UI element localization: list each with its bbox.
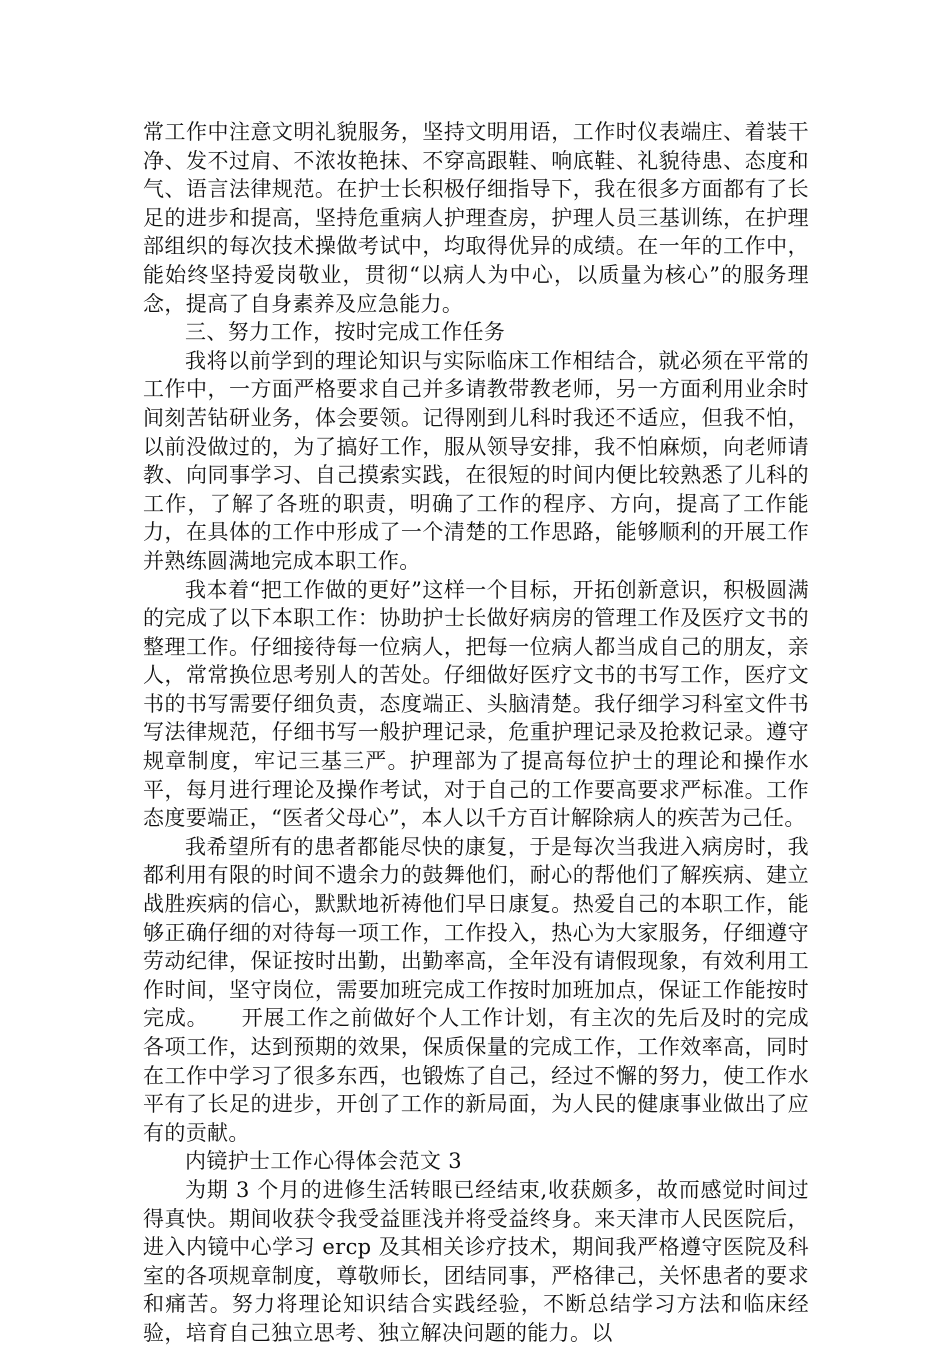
paragraph-continued: 常工作中注意文明礼貌服务，坚持文明用语，工作时仪表端庄、着装干净、发不过肩、不浓妆艳抹、不穿高跟鞋、响底鞋、礼貌待患、态度和气、语言法律规范。在护士长积极仔细指导下，我在很多方面都有了长足的进步和提高，坚持危重病人护理查房，护理人员三基训练，在护理部组织的每次技术操做考试中，均取得优异的成绩。在一年的工作中，能始终坚持爱岗敬业，贯彻“以病人为中心，以质量为核心”的服务理念，提高了自身素养及应急能力。 bbox=[143, 120, 809, 316]
paragraph-patient-recovery: 我希望所有的患者都能尽快的康复，于是每次当我进入病房时，我都利用有限的时间不遗余力的鼓舞他们，耐心的帮他们了解疾病、建立战胜疾病的信心，默默地祈祷他们早日康复。热爱自己的本职工作，能够正确仔细的对待每一项工作，工作投入，热心为大家服务，仔细遵守劳动纪律，保证按时出勤，出勤率高，全年没有请假现象，有效利用工作时间，坚守岗位，需要加班完成工作按时加班加点，保证工作能按时完成。 开展工作之前做好个人工作计划，有主次的先后及时的完成各项工作，达到预期的效果，保质保量的完成工作，工作效率高，同时在工作中学习了很多东西，也锻炼了自己，经过不懈的努力，使工作水平有了长足的进步，开创了工作的新局面，为人民的健康事业做出了应有的贡献。 bbox=[143, 834, 809, 1145]
section-heading-three: 三、努力工作，按时完成工作任务 bbox=[185, 320, 506, 345]
section-heading-sample-3: 内镜护士工作心得体会范文 3 bbox=[185, 1149, 462, 1174]
document-body bbox=[143, 118, 809, 1348]
paragraph-theory-practice: 我将以前学到的理论知识与实际临床工作相结合，就必须在平常的工作中，一方面严格要求自己并多请教带教老师，另一方面利用业余时间刻苦钻研业务，体会要领。记得刚到儿科时我还不适应，但我不怕，以前没做过的，为了搞好工作，服从领导安排，我不怕麻烦，向老师请教、向同事学习、自己摸索实践，在很短的时间内便比较熟悉了儿科的工作，了解了各班的职责，明确了工作的程序、方向，提高了工作能力，在具体的工作中形成了一个清楚的工作思路，能够顺利的开展工作并熟练圆满地完成本职工作。 bbox=[143, 348, 809, 573]
paragraph-do-better: 我本着“把工作做的更好”这样一个目标，开拓创新意识，积极圆满的完成了以下本职工作：协助护士长做好病房的管理工作及医疗文书的整理工作。仔细接待每一位病人，把每一位病人都当成自己的朋友，亲人，常常换位思考别人的苦处。仔细做好医疗文书的书写工作，医疗文书的书写需要仔细负责，态度端正、头脑清楚。我仔细学习科室文件书写法律规范，仔细书写一般护理记录，危重护理记录及抢救记录。遵守规章制度，牢记三基三严。护理部为了提高每位护士的理论和操作水平，每月进行理论及操作考试，对于自己的工作要高要求严标准。工作态度要端正，“医者父母心”，本人以千方百计解除病人的疾苦为己任。 bbox=[143, 577, 809, 831]
paragraph-training: 为期 3 个月的进修生活转眼已经结束,收获颇多，故而感觉时间过得真快。期间收获令我受益匪浅并将受益终身。来天津市人民医院后，进入内镜中心学习 ercp 及其相关诊疗技术，期间我严格遵守医院及科室的各项规章制度，尊敬师长，团结同事，严格律己，关怀患者的要求和痛苦。努力将理论知识结合实践经验，不断总结学习方法和临床经验，培育自己独立思考、独立解决问题的能力。以 bbox=[143, 1177, 809, 1345]
